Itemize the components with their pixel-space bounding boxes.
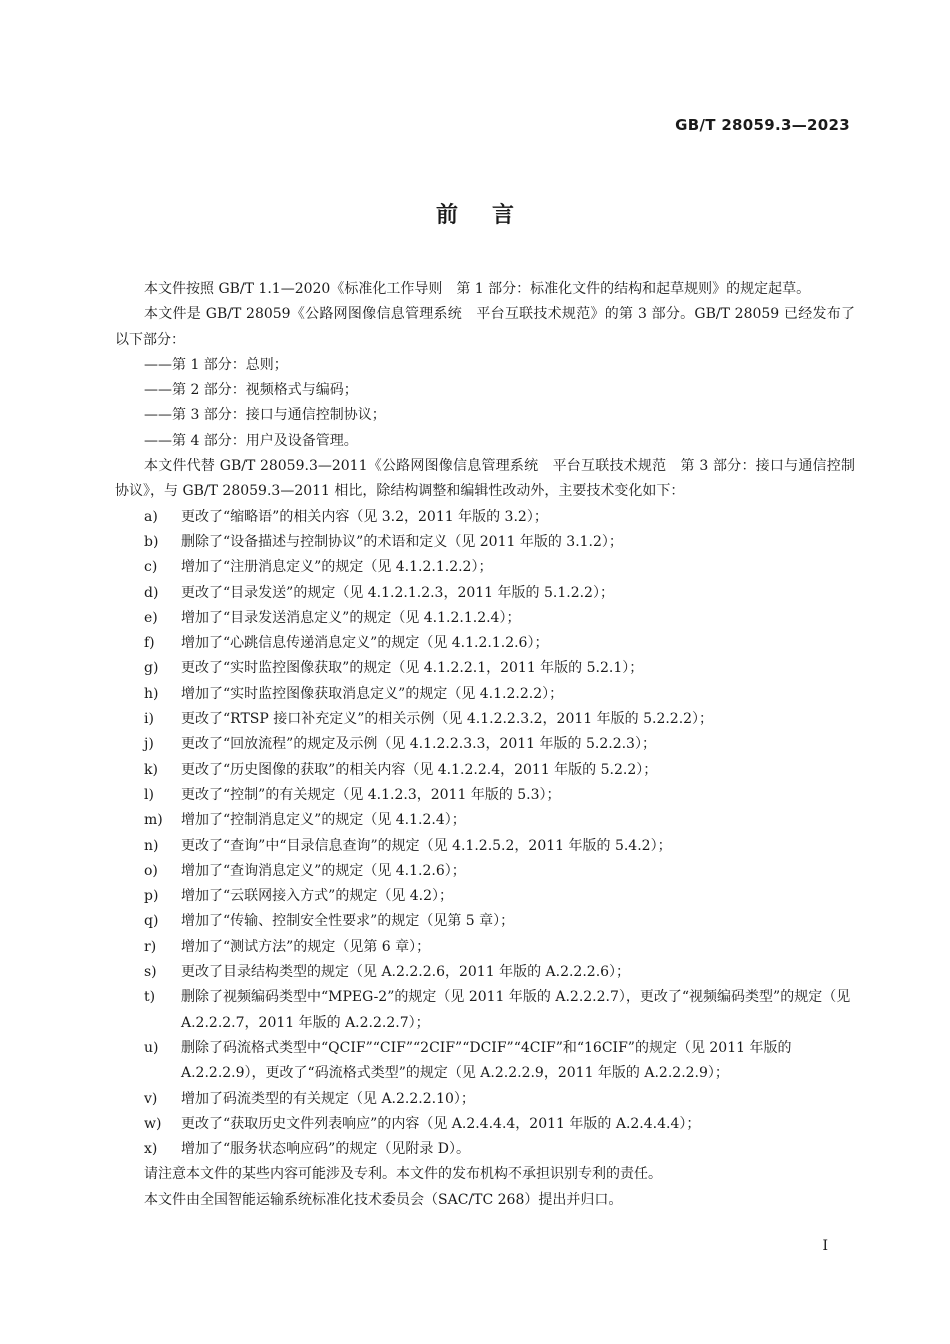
change-item-label: o) — [144, 862, 158, 879]
change-item-label: p) — [144, 888, 159, 905]
change-list-item — [115, 758, 855, 783]
change-item-text: 增加了“云联网接入方式”的规定（见 4.2）； — [181, 888, 454, 905]
part-list-item: ——第 1 部分：总则； — [144, 356, 288, 373]
change-item-text: 更改了“回放流程”的规定及示例（见 4.1.2.2.3.3，2011 年版的 5.2.2.3）； — [181, 736, 656, 753]
change-item-label: g) — [144, 660, 159, 677]
change-item-label: f) — [144, 635, 155, 652]
change-item-label: c) — [144, 559, 158, 576]
change-item-text: 更改了“RTSP 接口补充定义”的相关示例（见 4.1.2.2.3.2，2011 年版的 5.2.2.2）； — [181, 711, 714, 728]
change-item-label: s) — [144, 964, 157, 981]
change-item-label: t) — [144, 989, 156, 1006]
paragraph-replacement: 本文件代替 GB/T 28059.3—2011《公路网图像信息管理系统 平台互联技术规范 第 3 部分：接口与通信控制协议》，与 GB/T 28059.3—2011 相比，除结构调整和编辑性改动外，主要技术变化如下： — [115, 458, 855, 500]
change-item-text: 删除了码流格式类型中“QCIF”“CIF”“2CIF”“DCIF”“4CIF”和“16CIF”的规定（见 2011 年版的 A.2.2.2.9），更改了“码流格式类型”的规定（见 A.2.2.2.9，2011 年版的 A.2.2.2.9）； — [181, 1039, 792, 1082]
change-list-item — [115, 960, 855, 985]
change-item-text: 删除了视频编码类型中“MPEG-2”的规定（见 2011 年版的 A.2.2.2.7），更改了“视频编码类型”的规定（见 A.2.2.2.7，2011 年版的 A.2.2.2.7）； — [181, 989, 851, 1031]
change-item-text: 删除了“设备描述与控制协议”的术语和定义（见 2011 年版的 3.1.2）； — [181, 533, 623, 550]
change-item-label: m) — [144, 812, 163, 829]
change-list-item — [115, 530, 855, 555]
paragraph-drafting-rules: 本文件按照 GB/T 1.1—2020《标准化工作导则 第 1 部分：标准化文件的结构和起草规则》的规定起草。 — [144, 281, 811, 297]
change-item-text: 增加了“注册消息定义”的规定（见 4.1.2.1.2.2）； — [181, 559, 493, 576]
change-item-text: 更改了目录结构类型的规定（见 A.2.2.2.6，2011 年版的 A.2.2.2.6）； — [181, 964, 631, 981]
change-list-item — [115, 985, 855, 1036]
change-list-item — [115, 606, 855, 631]
change-list-item — [115, 808, 855, 833]
paragraph-proposer: 本文件由全国智能运输系统标准化技术委员会（SAC/TC 268）提出并归口。 — [144, 1191, 623, 1208]
change-list-item — [115, 783, 855, 808]
change-list-item — [115, 656, 855, 681]
paragraph-series-intro: 本文件是 GB/T 28059《公路网图像信息管理系统 平台互联技术规范》的第 3 部分。GB/T 28059 已经发布了以下部分： — [115, 306, 855, 348]
change-list-item — [115, 581, 855, 606]
change-item-label: e) — [144, 609, 158, 626]
change-item-label: q) — [144, 913, 159, 930]
parts-list — [115, 353, 855, 454]
page-number: I — [822, 1238, 828, 1254]
change-item-text: 增加了“实时监控图像获取消息定义”的规定（见 4.1.2.2.2）； — [181, 685, 564, 702]
change-list-item — [115, 682, 855, 707]
change-item-text: 增加了“服务状态响应码”的规定（见附录 D）。 — [181, 1141, 470, 1158]
change-list-item — [115, 732, 855, 757]
change-list-item — [115, 1087, 855, 1112]
change-item-text: 增加了“传输、控制安全性要求”的规定（见第 5 章）； — [181, 913, 515, 930]
change-item-text: 增加了“测试方法”的规定（见第 6 章）； — [181, 938, 431, 955]
change-list-item — [115, 834, 855, 859]
change-item-text: 增加了“目录发送消息定义”的规定（见 4.1.2.1.2.4）； — [181, 609, 521, 626]
change-list-item — [115, 1036, 855, 1087]
change-item-label: b) — [144, 533, 159, 550]
change-item-text: 更改了“实时监控图像获取”的规定（见 4.1.2.2.1，2011 年版的 5.2.1）； — [181, 660, 644, 677]
change-item-text: 更改了“控制”的有关规定（见 4.1.2.3，2011 年版的 5.3）； — [181, 786, 561, 803]
change-item-text: 更改了“获取历史文件列表响应”的内容（见 A.2.4.4.4，2011 年版的 A.2.4.4.4）； — [181, 1115, 701, 1132]
change-item-label: h) — [144, 685, 159, 702]
part-list-item: ——第 3 部分：接口与通信控制协议； — [144, 407, 386, 424]
part-list-item: ——第 4 部分：用户及设备管理。 — [144, 432, 358, 449]
change-item-label: j) — [144, 736, 154, 753]
change-list-item — [115, 555, 855, 580]
page-title: 前言 — [435, 202, 548, 228]
change-item-text: 更改了“查询”中“目录信息查询”的规定（见 4.1.2.5.2，2011 年版的 5.4.2）； — [181, 837, 672, 854]
change-item-label: k) — [144, 761, 158, 778]
change-item-label: u) — [144, 1039, 159, 1056]
preface-body — [115, 277, 855, 1213]
change-list-item — [115, 505, 855, 530]
change-item-label: x) — [144, 1141, 158, 1158]
change-item-label: d) — [144, 584, 159, 601]
change-item-label: r) — [144, 938, 157, 955]
changes-list — [115, 505, 855, 1163]
change-list-item — [115, 884, 855, 909]
change-item-label: v) — [144, 1090, 158, 1107]
change-item-label: a) — [144, 508, 158, 525]
change-item-text: 增加了“查询消息定义”的规定（见 4.1.2.6）； — [181, 862, 466, 879]
change-list-item — [115, 1137, 855, 1162]
change-item-text: 增加了“心跳信息传递消息定义”的规定（见 4.1.2.1.2.6）； — [181, 635, 549, 652]
change-item-text: 更改了“目录发送”的规定（见 4.1.2.1.2.3，2011 年版的 5.1.2.2）； — [181, 584, 614, 601]
part-list-item: ——第 2 部分：视频格式与编码； — [144, 382, 358, 399]
change-item-label: n) — [144, 837, 159, 854]
paragraph-patent-notice: 请注意本文件的某些内容可能涉及专利。本文件的发布机构不承担识别专利的责任。 — [144, 1166, 662, 1183]
change-list-item — [115, 859, 855, 884]
change-item-text: 更改了“历史图像的获取”的相关内容（见 4.1.2.2.4，2011 年版的 5.2.2）； — [181, 761, 658, 778]
change-list-item — [115, 707, 855, 732]
change-item-label: l) — [144, 786, 154, 803]
change-list-item — [115, 1112, 855, 1137]
change-item-text: 更改了“缩略语”的相关内容（见 3.2，2011 年版的 3.2）； — [181, 508, 548, 525]
change-item-text: 增加了“控制消息定义”的规定（见 4.1.2.4）； — [181, 812, 466, 829]
change-list-item — [115, 909, 855, 934]
change-list-item — [115, 935, 855, 960]
standard-number: GB/T 28059.3—2023 — [675, 116, 850, 134]
change-item-text: 增加了码流类型的有关规定（见 A.2.2.2.10）； — [181, 1090, 475, 1107]
change-list-item — [115, 631, 855, 656]
change-item-label: w) — [144, 1115, 162, 1132]
change-item-label: i) — [144, 711, 154, 728]
